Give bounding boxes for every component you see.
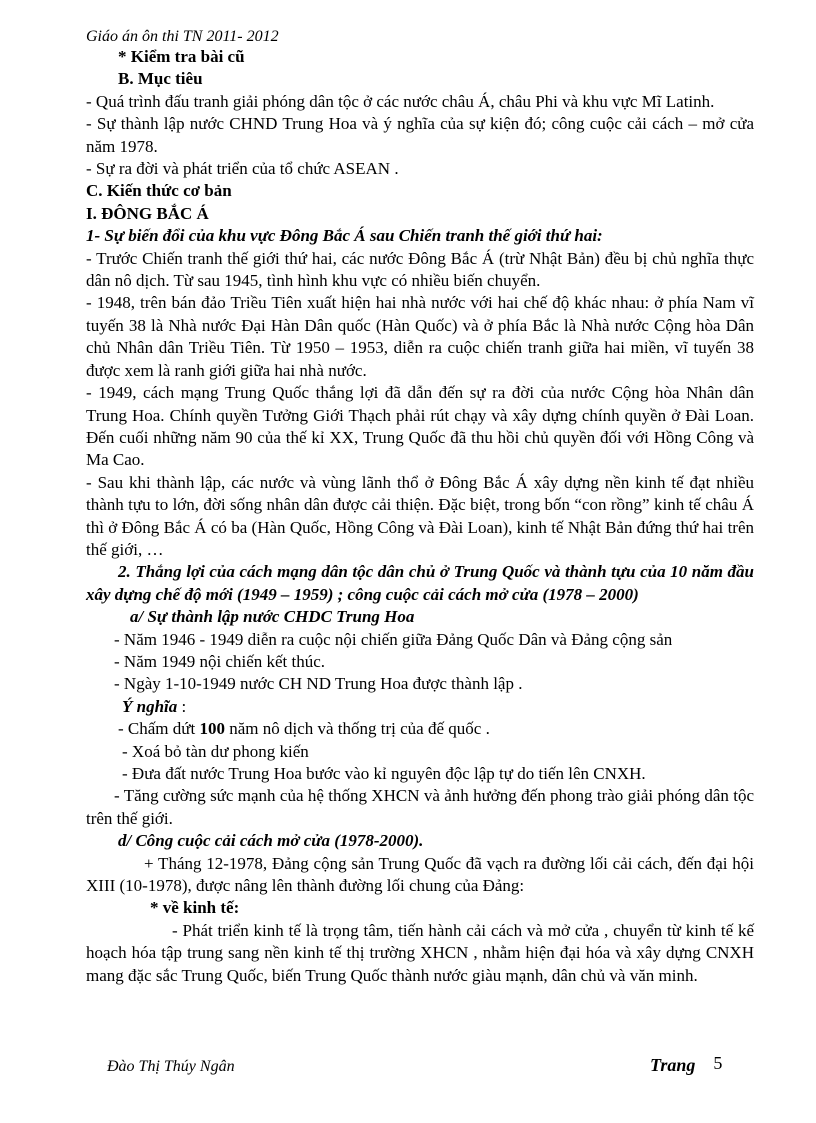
- list-item: - Ngày 1-10-1949 nước CH ND Trung Hoa được thành lập .: [114, 674, 523, 694]
- list-item-text: - Năm 1946 - 1949 diễn ra cuộc nội chiến giữa Đảng Quốc Dân và Đảng cộng sản: [114, 629, 673, 649]
- emphasis-number: 100: [199, 719, 225, 739]
- list-item-text: - Chấm dứt: [118, 719, 200, 739]
- paragraph: - Trước Chiến tranh thế giới thứ hai, các nước Đông Bắc Á (trừ Nhật Bản) đều bị chủ nghĩa thực dân nô dịch. Từ sau 1945, tình hình khu vực có nhiều biến chuyển.: [86, 248, 754, 291]
- section-heading-knowledge: C. Kiến thức cơ bản: [86, 181, 232, 201]
- page-label: Trang: [650, 1055, 696, 1075]
- section-heading-review: * Kiểm tra bài cũ: [118, 47, 245, 66]
- list-item: - Tăng cường sức mạnh của hệ thống XHCN và ảnh hưởng đến phong trào giải phóng dân tộc trên thế giới.: [86, 786, 754, 828]
- paragraph: - 1949, cách mạng Trung Quốc thắng lợi đã dẫn đến sự ra đời của nước Cộng hòa Nhân dân Trung Hoa. Chính quyền Tưởng Giới Thạch phải rút chạy và xây dựng chính quyền ở Đài Loan. Đến cuối những năm 90 của thế kỉ XX, Trung Quốc đã thu hồi chủ quyền đối với Hồng Công và Ma Cao.: [86, 383, 754, 470]
- list-item: [86, 718, 754, 740]
- footer-author: Đào Thị Thúy Ngân: [107, 1058, 235, 1075]
- paragraph: - Phát triển kinh tế là trọng tâm, tiến hành cải cách và mở cửa , chuyển từ kinh tế kế hoạch hóa tập trung sang nền kinh tế thị trường XHCN , nhằm hiện đại hóa và xây dựng CNXH mang đặc sắc Trung Quốc, biến Trung Quốc thành nước giàu mạnh, dân chủ và văn minh.: [86, 920, 754, 985]
- page-number: 5: [713, 1053, 723, 1073]
- list-item: [86, 629, 754, 651]
- list-item: - Năm 1949 nội chiến kết thúc.: [114, 651, 326, 671]
- chapter-heading: I. ĐÔNG BẮC Á: [86, 203, 209, 223]
- footer-page: [650, 1054, 722, 1076]
- objective-item: - Sự ra đời và phát triển của tổ chức ASEAN .: [86, 159, 399, 179]
- meaning-label: Ý nghĩa: [122, 696, 178, 716]
- economy-heading: * về kinh tế:: [150, 898, 240, 918]
- objective-item: - Quá trình đấu tranh giải phóng dân tộc ở các nước châu Á, châu Phi và khu vực Mĩ Latinh.: [86, 91, 715, 111]
- page-header: Giáo án ôn thi TN 2011- 2012: [86, 28, 279, 45]
- list-item-text: năm nô dịch và thống trị của đế quốc .: [224, 719, 490, 739]
- meaning-colon: :: [177, 696, 187, 716]
- subsection-heading: 2. Thắng lợi của cách mạng dân tộc dân chủ ở Trung Quốc và thành tựu của 10 năm đầu xây dựng chế độ mới (1949 – 1959) ; công cuộc cải cách mở cửa (1978 – 2000): [86, 562, 754, 604]
- objective-item: - Sự thành lập nước CHND Trung Hoa và ý nghĩa của sự kiện đó; công cuộc cải cách – mở cửa năm 1978.: [86, 114, 754, 156]
- subsection-heading: 1- Sự biến đổi của khu vực Đông Bắc Á sau Chiến tranh thế giới thứ hai:: [86, 226, 603, 246]
- sub-heading-a: a/ Sự thành lập nước CHDC Trung Hoa: [130, 607, 415, 627]
- sub-heading-d: d/ Công cuộc cải cách mở cửa (1978-2000).: [118, 831, 424, 851]
- meaning-heading: [86, 696, 754, 718]
- list-item: - Xoá bỏ tàn dư phong kiến: [122, 741, 309, 761]
- paragraph: + Tháng 12-1978, Đảng cộng sản Trung Quốc đã vạch ra đường lối cải cách, đến đại hội XIII (10-1978), được nâng lên thành đường lối chung của Đảng:: [86, 853, 754, 896]
- paragraph: - Sau khi thành lập, các nước và vùng lãnh thổ ở Đông Bắc Á xây dựng nền kinh tế đạt nhiều thành tựu to lớn, đời sống nhân dân được cải thiện. Đặc biệt, trong bốn “con rồng” kinh tế châu Á thì ở Đông Bắc Á có ba (Hàn Quốc, Hồng Công và Đài Loan), kinh tế Nhật Bản đứng thứ hai trên thế giới, …: [86, 472, 754, 559]
- document-body: [86, 46, 754, 987]
- section-heading-objectives: B. Mục tiêu: [118, 69, 203, 89]
- list-item: - Đưa đất nước Trung Hoa bước vào kỉ nguyên độc lập tự do tiến lên CNXH.: [122, 764, 646, 783]
- paragraph: - 1948, trên bán đảo Triều Tiên xuất hiện hai nhà nước với hai chế độ khác nhau: ở phía Nam vĩ tuyến 38 là Nhà nước Đại Hàn Dân quốc (Hàn Quốc) và ở phía Bắc là Nhà nước Cộng hòa Dân chủ Nhân dân Triều Tiên. Từ 1950 – 1953, diễn ra cuộc chiến tranh giữa hai miền, vĩ tuyến 38 được xem là ranh giới giữa hai nhà nước.: [86, 293, 754, 380]
